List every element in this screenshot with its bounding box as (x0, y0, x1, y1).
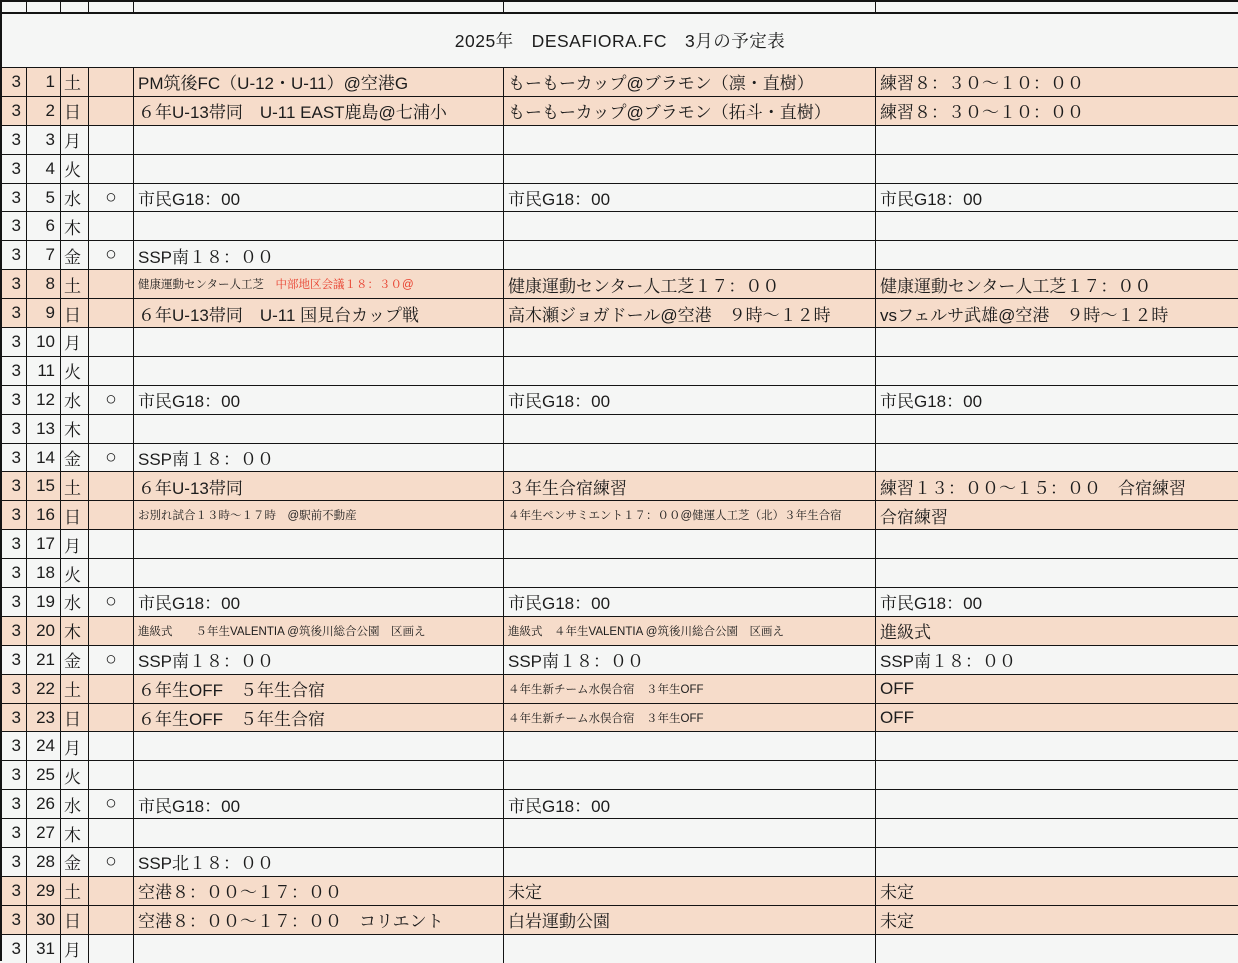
cell-month[interactable]: 3 (11, 476, 21, 496)
event-text-alert: 中部地区会議１８：３０@ (275, 279, 414, 292)
cell-practice-mark[interactable]: ○ (88, 646, 133, 674)
cell-weekday[interactable]: 土 (60, 675, 88, 703)
cell-event-2[interactable] (503, 126, 875, 154)
cell-day[interactable]: 1 (26, 68, 60, 96)
cell-day[interactable]: 2 (26, 97, 60, 125)
cell-weekday[interactable]: 土 (60, 270, 88, 298)
cell-month[interactable]: 3 (11, 360, 21, 380)
cell-event-1[interactable] (133, 819, 503, 847)
cell-event-3[interactable] (875, 761, 1238, 789)
cell-month[interactable]: 3 (11, 187, 21, 207)
schedule-row-24 (2, 731, 1238, 760)
cell-weekday[interactable]: 木 (60, 819, 88, 847)
cell-event-2[interactable] (503, 415, 875, 443)
cell-weekday[interactable]: 水 (60, 790, 88, 818)
cell-event-3[interactable]: 未定 (875, 906, 1238, 934)
cell-weekday[interactable]: 土 (60, 68, 88, 96)
cell-day[interactable]: 6 (26, 212, 60, 240)
cell-event-3[interactable]: 健康運動センター人工芝１７：００ (875, 270, 1238, 298)
cell-event-1[interactable] (133, 559, 503, 587)
cell-event-3[interactable] (875, 732, 1238, 760)
cell-event-1[interactable]: SSP北１８：００ (133, 848, 503, 876)
cell-event-3[interactable] (875, 241, 1238, 269)
cell (503, 2, 875, 12)
cell-event-1[interactable] (133, 761, 503, 789)
cell-event-3[interactable] (875, 212, 1238, 240)
schedule-row-5 (2, 183, 1238, 212)
schedule-row-1 (2, 67, 1238, 96)
schedule-row-12 (2, 385, 1238, 414)
title-row (2, 12, 1238, 67)
schedule-row-19 (2, 587, 1238, 616)
schedule-row-30 (2, 905, 1238, 934)
cell-event-3[interactable] (875, 328, 1238, 356)
cell-event-3[interactable] (875, 530, 1238, 558)
cell-practice-mark[interactable] (88, 819, 133, 847)
cell-day[interactable]: 4 (26, 155, 60, 183)
cell-event-2[interactable] (503, 530, 875, 558)
cell-event-2[interactable]: 健康運動センター人工芝１７：００ (503, 270, 875, 298)
cell-event-2[interactable] (503, 155, 875, 183)
cell-event-2[interactable]: もーもーカップ@ブラモン（拓斗・直樹） (503, 97, 875, 125)
cell-day[interactable]: 22 (26, 675, 60, 703)
cell-weekday[interactable]: 土 (60, 877, 88, 905)
cell-practice-mark[interactable] (88, 675, 133, 703)
cell-month[interactable]: 3 (11, 678, 21, 698)
cell-event-2[interactable] (503, 357, 875, 385)
cell-month[interactable]: 3 (11, 736, 21, 756)
cell (133, 2, 503, 12)
cell-event-2[interactable] (503, 732, 875, 760)
cell-month[interactable]: 3 (11, 303, 21, 323)
cell-event-1[interactable] (133, 155, 503, 183)
cell-event-2[interactable]: 市民G18：00 (503, 184, 875, 212)
cell-event-2[interactable]: 白岩運動公園 (503, 906, 875, 934)
schedule-row-22 (2, 674, 1238, 703)
schedule-row-10 (2, 327, 1238, 356)
cell-day[interactable]: 7 (26, 241, 60, 269)
schedule-row-17 (2, 529, 1238, 558)
cell-weekday[interactable]: 月 (60, 126, 88, 154)
cell-event-3[interactable]: 進級式 (875, 617, 1238, 645)
cell-day[interactable]: 15 (26, 472, 60, 500)
schedule-row-3 (2, 125, 1238, 154)
cell-weekday[interactable]: 火 (60, 357, 88, 385)
cell-weekday[interactable]: 火 (60, 155, 88, 183)
cell-day[interactable]: 13 (26, 415, 60, 443)
cell-weekday[interactable]: 月 (60, 935, 88, 963)
schedule-row-14 (2, 443, 1238, 472)
schedule-row-28 (2, 847, 1238, 876)
cell-event-3[interactable]: 市民G18：00 (875, 184, 1238, 212)
cell-month[interactable]: 3 (11, 331, 21, 351)
cell-event-2[interactable]: ４年生ペンサミエント１７：００@健運人工芝（北）３年生合宿 (503, 501, 875, 529)
cell-month[interactable]: 3 (11, 216, 21, 236)
cell-day[interactable]: 18 (26, 559, 60, 587)
cell-weekday[interactable]: 木 (60, 212, 88, 240)
cell-event-1[interactable]: ６年生OFF ５年生合宿 (133, 704, 503, 732)
cell-practice-mark[interactable] (88, 68, 133, 96)
cell-event-1[interactable]: SSP南１８：００ (133, 646, 503, 674)
cell-day[interactable]: 3 (26, 126, 60, 154)
cell-practice-mark[interactable]: ○ (88, 790, 133, 818)
cell-practice-mark[interactable] (88, 704, 133, 732)
cell (875, 2, 1238, 12)
cell-practice-mark[interactable]: ○ (88, 184, 133, 212)
schedule-row-16 (2, 500, 1238, 529)
cell-event-1[interactable]: 市民G18：00 (133, 790, 503, 818)
cell-weekday[interactable]: 火 (60, 559, 88, 587)
page-title: 2025年 DESAFIORA.FC 3月の予定表 (454, 31, 786, 51)
cell-weekday[interactable]: 月 (60, 732, 88, 760)
cell-event-1[interactable] (133, 357, 503, 385)
cell-day[interactable]: 12 (26, 386, 60, 414)
cell-month[interactable]: 3 (11, 620, 21, 640)
cell-weekday[interactable]: 月 (60, 530, 88, 558)
cell-day[interactable]: 14 (26, 444, 60, 472)
cell-event-3[interactable]: SSP南１８：００ (875, 646, 1238, 674)
cell-event-3[interactable] (875, 935, 1238, 963)
cell-day[interactable]: 11 (26, 357, 60, 385)
cell-event-3[interactable]: 練習１３：００～１５：００ 合宿練習 (875, 472, 1238, 500)
cell (88, 2, 133, 12)
cell-practice-mark[interactable] (88, 761, 133, 789)
cell-event-1[interactable]: 空港８：００～１７：００ コリエント (133, 906, 503, 934)
cell-month[interactable]: 3 (11, 447, 21, 467)
cell-event-3[interactable] (875, 357, 1238, 385)
cell-event-3[interactable] (875, 819, 1238, 847)
schedule-row-7 (2, 240, 1238, 269)
cell-month[interactable]: 3 (11, 591, 21, 611)
cell-weekday[interactable]: 日 (60, 299, 88, 327)
cell-practice-mark[interactable] (88, 328, 133, 356)
schedule-row-21 (2, 645, 1238, 674)
cell-day[interactable]: 31 (26, 935, 60, 963)
cell-practice-mark[interactable] (88, 501, 133, 529)
cell-event-2[interactable]: 市民G18：00 (503, 386, 875, 414)
cell-practice-mark[interactable] (88, 906, 133, 934)
cell-practice-mark[interactable] (88, 617, 133, 645)
cell-day[interactable]: 23 (26, 704, 60, 732)
cell-weekday[interactable]: 木 (60, 617, 88, 645)
cell-month[interactable]: 3 (11, 129, 21, 149)
cell-event-1[interactable]: ６年生OFF ５年生合宿 (133, 675, 503, 703)
cell-day[interactable]: 10 (26, 328, 60, 356)
cell-month[interactable]: 3 (11, 534, 21, 554)
cell-event-2[interactable]: SSP南１８：００ (503, 646, 875, 674)
cell-event-1[interactable]: お別れ試合１３時～１７時 @駅前不動産 (133, 501, 503, 529)
cell-event-1[interactable]: ６年U-13帯同 U-11 国見台カップ戦 (133, 299, 503, 327)
schedule-row-9 (2, 298, 1238, 327)
cell-event-1[interactable]: SSP南１８：００ (133, 241, 503, 269)
cell-event-3[interactable]: vsフェルサ武雄@空港 ９時～１２時 (875, 299, 1238, 327)
cell-day[interactable]: 19 (26, 588, 60, 616)
cell-event-1[interactable]: 市民G18：00 (133, 588, 503, 616)
cell-event-3[interactable] (875, 559, 1238, 587)
cell-event-2[interactable]: 市民G18：00 (503, 790, 875, 818)
cell-event-3[interactable]: 市民G18：00 (875, 588, 1238, 616)
schedule-row-23 (2, 703, 1238, 732)
cell-event-1[interactable]: 進級式 ５年生VALENTIA @筑後川総合公園 区画え (133, 617, 503, 645)
cell-weekday[interactable]: 水 (60, 588, 88, 616)
cell-practice-mark[interactable] (88, 357, 133, 385)
cell-day[interactable]: 5 (26, 184, 60, 212)
cell-practice-mark[interactable] (88, 270, 133, 298)
cell-month[interactable]: 3 (11, 563, 21, 583)
schedule-row-25 (2, 760, 1238, 789)
cell-practice-mark[interactable]: ○ (88, 848, 133, 876)
cell-event-3[interactable] (875, 848, 1238, 876)
schedule-row-2 (2, 96, 1238, 125)
cell-event-1[interactable]: SSP南１８：００ (133, 444, 503, 472)
cell-event-2[interactable] (503, 819, 875, 847)
cell-event-2[interactable] (503, 328, 875, 356)
cell (26, 2, 60, 12)
cell (60, 2, 88, 12)
cell-weekday[interactable]: 日 (60, 97, 88, 125)
cell-event-3[interactable] (875, 415, 1238, 443)
cell-event-1[interactable]: 市民G18：00 (133, 386, 503, 414)
cell-month[interactable]: 3 (11, 245, 21, 265)
cell-day[interactable]: 30 (26, 906, 60, 934)
cell-event-3[interactable]: OFF (875, 675, 1238, 703)
cell-practice-mark[interactable]: ○ (88, 588, 133, 616)
cell-practice-mark[interactable] (88, 415, 133, 443)
cell-practice-mark[interactable] (88, 212, 133, 240)
cell-event-1[interactable]: ６年U-13帯同 U-11 EAST鹿島@七浦小 (133, 97, 503, 125)
cell-event-3[interactable]: 合宿練習 (875, 501, 1238, 529)
cell-practice-mark[interactable] (88, 126, 133, 154)
cell-day[interactable]: 26 (26, 790, 60, 818)
cell-month[interactable]: 3 (11, 649, 21, 669)
cell-practice-mark[interactable] (88, 97, 133, 125)
cell-month[interactable]: 3 (11, 100, 21, 120)
cell-event-1[interactable] (133, 126, 503, 154)
schedule-row-20 (2, 616, 1238, 645)
top-partial-row (2, 2, 1238, 12)
cell-event-2[interactable] (503, 241, 875, 269)
cell-month[interactable]: 3 (11, 71, 21, 91)
cell-day[interactable]: 17 (26, 530, 60, 558)
cell-month[interactable]: 3 (11, 938, 21, 958)
cell-event-2[interactable]: ３年生合宿練習 (503, 472, 875, 500)
schedule-row-4 (2, 154, 1238, 183)
cell-event-3[interactable]: 練習８：３０～１０：００ (875, 68, 1238, 96)
cell-event-1[interactable]: 空港８：００～１７：００ (133, 877, 503, 905)
cell-month[interactable]: 3 (11, 707, 21, 727)
cell (2, 2, 26, 12)
cell-event-1[interactable]: 市民G18：00 (133, 184, 503, 212)
cell-event-2[interactable]: ４年生新チーム水俣合宿 ３年生OFF (503, 704, 875, 732)
cell-practice-mark[interactable] (88, 559, 133, 587)
cell-practice-mark[interactable] (88, 935, 133, 963)
cell-practice-mark[interactable]: ○ (88, 444, 133, 472)
cell-weekday[interactable]: 日 (60, 906, 88, 934)
schedule-row-26 (2, 789, 1238, 818)
cell-weekday[interactable]: 日 (60, 704, 88, 732)
cell-event-2[interactable]: 市民G18：00 (503, 588, 875, 616)
cell-event-2[interactable] (503, 761, 875, 789)
schedule-row-15 (2, 471, 1238, 500)
cell-event-1[interactable] (133, 328, 503, 356)
cell-month[interactable]: 3 (11, 823, 21, 843)
cell-month[interactable]: 3 (11, 765, 21, 785)
cell-weekday[interactable]: 木 (60, 415, 88, 443)
cell-event-2[interactable] (503, 444, 875, 472)
cell-practice-mark[interactable] (88, 155, 133, 183)
cell-event-3[interactable] (875, 155, 1238, 183)
cell-event-3[interactable] (875, 790, 1238, 818)
cell-weekday[interactable]: 火 (60, 761, 88, 789)
cell-weekday[interactable]: 水 (60, 386, 88, 414)
cell-day[interactable]: 8 (26, 270, 60, 298)
cell-day[interactable]: 28 (26, 848, 60, 876)
cell-weekday[interactable]: 金 (60, 444, 88, 472)
cell-day[interactable]: 25 (26, 761, 60, 789)
cell-practice-mark[interactable] (88, 472, 133, 500)
schedule-body (2, 67, 1238, 963)
cell-month[interactable]: 3 (11, 880, 21, 900)
cell-event-2[interactable] (503, 559, 875, 587)
cell-day[interactable]: 27 (26, 819, 60, 847)
cell-event-1[interactable] (133, 732, 503, 760)
cell-event-2[interactable] (503, 935, 875, 963)
cell-weekday[interactable]: 月 (60, 328, 88, 356)
cell-event-3[interactable] (875, 444, 1238, 472)
cell-weekday[interactable]: 土 (60, 472, 88, 500)
cell-day[interactable]: 20 (26, 617, 60, 645)
schedule-row-8 (2, 269, 1238, 298)
cell-event-3[interactable]: 市民G18：00 (875, 386, 1238, 414)
cell-event-1[interactable]: PM筑後FC（U-12・U-11）@空港G (133, 68, 503, 96)
cell-event-2[interactable]: 未定 (503, 877, 875, 905)
schedule-row-31 (2, 934, 1238, 963)
cell-weekday[interactable]: 金 (60, 241, 88, 269)
cell-weekday[interactable]: 水 (60, 184, 88, 212)
cell-event-1[interactable] (133, 212, 503, 240)
cell-day[interactable]: 29 (26, 877, 60, 905)
cell-event-1[interactable] (133, 270, 503, 298)
cell-practice-mark[interactable] (88, 530, 133, 558)
schedule-row-11 (2, 356, 1238, 385)
cell-day[interactable]: 21 (26, 646, 60, 674)
cell-practice-mark[interactable]: ○ (88, 386, 133, 414)
cell-event-3[interactable] (875, 126, 1238, 154)
cell-event-1[interactable] (133, 530, 503, 558)
cell-weekday[interactable]: 日 (60, 501, 88, 529)
cell-event-1[interactable] (133, 935, 503, 963)
cell-practice-mark[interactable]: ○ (88, 241, 133, 269)
cell-day[interactable]: 16 (26, 501, 60, 529)
cell-weekday[interactable]: 金 (60, 848, 88, 876)
cell-month[interactable]: 3 (11, 389, 21, 409)
cell-event-3[interactable]: OFF (875, 704, 1238, 732)
cell-event-2[interactable]: 進級式 ４年生VALENTIA @筑後川総合公園 区画え (503, 617, 875, 645)
cell-month[interactable]: 3 (11, 851, 21, 871)
schedule-row-18 (2, 558, 1238, 587)
cell-event-3[interactable]: 未定 (875, 877, 1238, 905)
schedule-row-27 (2, 818, 1238, 847)
cell-event-2[interactable]: 高木瀬ジョガドール@空港 ９時～１２時 (503, 299, 875, 327)
cell-month[interactable]: 3 (11, 418, 21, 438)
cell-day[interactable]: 24 (26, 732, 60, 760)
cell-event-2[interactable] (503, 212, 875, 240)
cell-event-1[interactable]: ６年U-13帯同 (133, 472, 503, 500)
cell-event-3[interactable]: 練習８：３０～１０：００ (875, 97, 1238, 125)
cell-practice-mark[interactable] (88, 299, 133, 327)
cell-event-1[interactable] (133, 415, 503, 443)
cell-event-2[interactable]: もーもーカップ@ブラモン（凛・直樹） (503, 68, 875, 96)
cell-month[interactable]: 3 (11, 794, 21, 814)
schedule-row-29 (2, 876, 1238, 905)
cell-event-2[interactable]: ４年生新チーム水俣合宿 ３年生OFF (503, 675, 875, 703)
cell-weekday[interactable]: 金 (60, 646, 88, 674)
schedule-row-6 (2, 211, 1238, 240)
cell-month[interactable]: 3 (11, 274, 21, 294)
event-text: 健康運動センター人工芝 (138, 279, 276, 292)
cell-month[interactable]: 3 (11, 909, 21, 929)
schedule-row-13 (2, 414, 1238, 443)
cell-practice-mark[interactable] (88, 877, 133, 905)
cell-practice-mark[interactable] (88, 732, 133, 760)
cell-event-2[interactable] (503, 848, 875, 876)
cell-month[interactable]: 3 (11, 158, 21, 178)
cell-day[interactable]: 9 (26, 299, 60, 327)
cell-month[interactable]: 3 (11, 505, 21, 525)
